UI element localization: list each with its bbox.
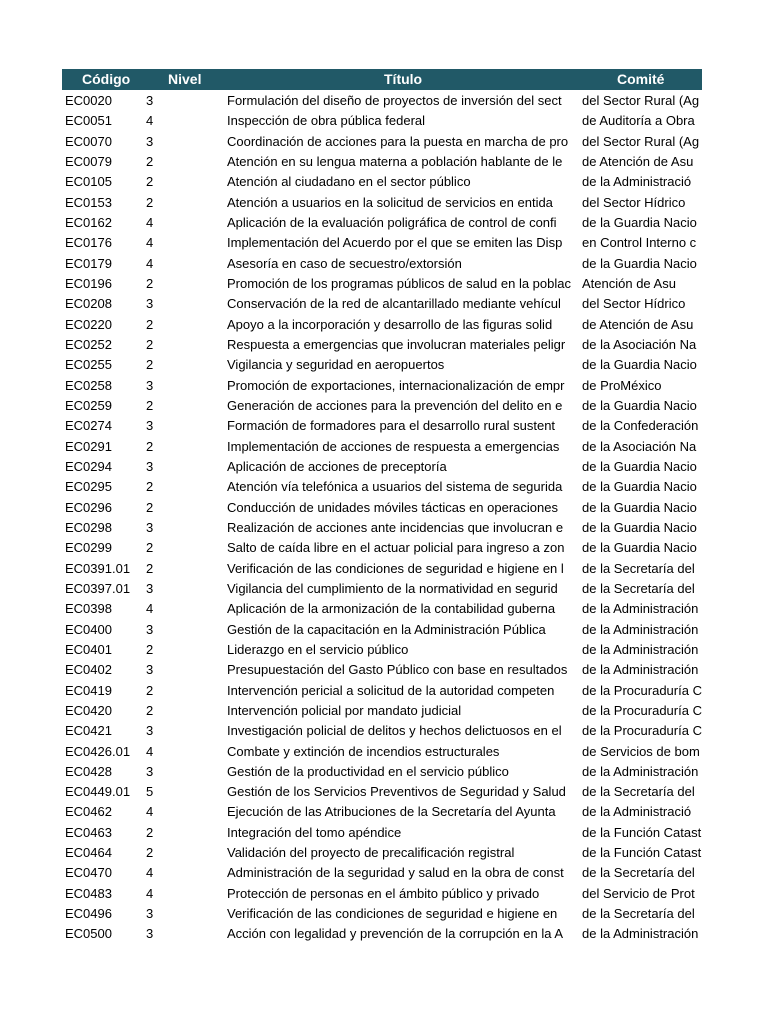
cell-level[interactable]: 2 xyxy=(146,153,154,169)
cell-title[interactable]: Promoción de exportaciones, internacionalización de empr xyxy=(227,377,565,393)
cell-committee[interactable]: de ProMéxico xyxy=(582,377,662,393)
cell-title[interactable]: Apoyo a la incorporación y desarrollo de las figuras solid xyxy=(227,316,553,332)
cell-committee[interactable]: de la Administració xyxy=(582,174,692,190)
cell-title[interactable]: Asesoría en caso de secuestro/extorsión xyxy=(227,255,462,271)
cell-level[interactable]: 2 xyxy=(146,275,154,291)
cell-code[interactable]: EC0402 xyxy=(65,662,112,678)
cell-code[interactable]: EC0483 xyxy=(65,885,112,901)
cell-title[interactable]: Realización de acciones ante incidencias que involucran e xyxy=(227,519,564,535)
cell-code[interactable]: EC0255 xyxy=(65,357,112,373)
cell-code[interactable]: EC0294 xyxy=(65,458,112,474)
cell-level[interactable]: 2 xyxy=(146,438,154,454)
cell-committee[interactable]: de la Guardia Nacio xyxy=(582,458,697,474)
cell-level[interactable]: 2 xyxy=(146,357,154,373)
cell-code[interactable]: EC0208 xyxy=(65,296,112,312)
cell-title[interactable]: Generación de acciones para la prevención del delito en e xyxy=(227,397,563,413)
table-row[interactable] xyxy=(62,741,702,761)
cell-title[interactable]: Aplicación de la armonización de la contabilidad guberna xyxy=(227,601,556,617)
table-row[interactable] xyxy=(62,334,702,354)
cell-level[interactable]: 4 xyxy=(146,601,154,617)
cell-committee[interactable]: Atención de Asu xyxy=(582,275,676,291)
cell-committee[interactable]: de Servicios de bom xyxy=(582,743,700,759)
cell-code[interactable]: EC0162 xyxy=(65,214,112,230)
cell-code[interactable]: EC0426.01 xyxy=(65,743,131,759)
cell-title[interactable]: Combate y extinción de incendios estructurales xyxy=(227,743,500,759)
cell-committee[interactable]: del Sector Hídrico xyxy=(582,296,686,312)
table-row[interactable] xyxy=(62,923,702,943)
table-row[interactable] xyxy=(62,558,702,578)
cell-title[interactable]: Vigilancia del cumplimiento de la normatividad en segurid xyxy=(227,580,558,596)
cell-title[interactable]: Presupuestación del Gasto Público con base en resultados xyxy=(227,662,568,678)
cell-level[interactable]: 4 xyxy=(146,255,154,271)
cell-committee[interactable]: de la Guardia Nacio xyxy=(582,519,697,535)
cell-committee[interactable]: del Servicio de Prot xyxy=(582,885,695,901)
cell-code[interactable]: EC0400 xyxy=(65,621,112,637)
cell-code[interactable]: EC0070 xyxy=(65,133,112,149)
cell-title[interactable]: Administración de la seguridad y salud en la obra de const xyxy=(227,865,564,881)
table-row[interactable] xyxy=(62,801,702,821)
cell-code[interactable]: EC0196 xyxy=(65,275,112,291)
cell-code[interactable]: EC0428 xyxy=(65,763,112,779)
table-row[interactable] xyxy=(62,293,702,313)
cell-committee[interactable]: de la Guardia Nacio xyxy=(582,499,697,515)
table-row[interactable] xyxy=(62,110,702,130)
cell-code[interactable]: EC0079 xyxy=(65,153,112,169)
cell-level[interactable]: 2 xyxy=(146,479,154,495)
cell-level[interactable]: 2 xyxy=(146,540,154,556)
cell-level[interactable]: 2 xyxy=(146,316,154,332)
table-body xyxy=(62,90,702,944)
cell-title[interactable]: Respuesta a emergencias que involucran materiales peligr xyxy=(227,336,566,352)
cell-committee[interactable]: en Control Interno c xyxy=(582,235,697,251)
table-row[interactable] xyxy=(62,842,702,862)
header-title[interactable]: Título xyxy=(384,71,423,87)
cell-committee[interactable]: de la Administración xyxy=(582,926,699,942)
cell-committee[interactable]: de la Guardia Nacio xyxy=(582,397,697,413)
table-row[interactable] xyxy=(62,456,702,476)
table-row[interactable] xyxy=(62,781,702,801)
cell-committee[interactable]: de la Guardia Nacio xyxy=(582,540,697,556)
cell-committee[interactable]: de la Administración xyxy=(582,662,699,678)
cell-committee[interactable]: de la Procuraduría C xyxy=(582,723,702,739)
cell-title[interactable]: Liderazgo en el servicio público xyxy=(227,641,409,657)
cell-title[interactable]: Atención al ciudadano en el sector público xyxy=(227,174,471,190)
cell-code[interactable]: EC0296 xyxy=(65,499,112,515)
table-row[interactable] xyxy=(62,537,702,557)
cell-committee[interactable]: del Sector Rural (Ag xyxy=(582,93,700,108)
table-row[interactable] xyxy=(62,375,702,395)
cell-level[interactable]: 2 xyxy=(146,194,154,210)
table-row[interactable] xyxy=(62,354,702,374)
cell-committee[interactable]: de la Guardia Nacio xyxy=(582,479,697,495)
cell-level[interactable]: 3 xyxy=(146,580,154,596)
cell-title[interactable]: Verificación de las condiciones de seguridad e higiene en l xyxy=(227,560,564,576)
cell-code[interactable]: EC0419 xyxy=(65,682,112,698)
cell-level[interactable]: 2 xyxy=(146,641,154,657)
cell-title[interactable]: Validación del proyecto de precalificación registral xyxy=(227,845,515,861)
cell-code[interactable]: EC0420 xyxy=(65,702,112,718)
cell-committee[interactable]: de la Secretaría del xyxy=(582,865,695,881)
cell-committee[interactable]: del Sector Rural (Ag xyxy=(582,133,700,149)
cell-title[interactable]: Formulación del diseño de proyectos de inversión del sect xyxy=(227,93,562,108)
cell-code[interactable]: EC0391.01 xyxy=(65,560,131,576)
table-row[interactable] xyxy=(62,761,702,781)
cell-level[interactable]: 3 xyxy=(146,296,154,312)
header-code[interactable]: Código xyxy=(82,71,131,87)
cell-title[interactable]: Protección de personas en el ámbito público y privado xyxy=(227,885,540,901)
cell-level[interactable]: 4 xyxy=(146,743,154,759)
cell-committee[interactable]: de la Guardia Nacio xyxy=(582,255,697,271)
cell-title[interactable]: Intervención policial por mandato judicial xyxy=(227,702,462,718)
table-row[interactable] xyxy=(62,90,702,110)
cell-level[interactable]: 3 xyxy=(146,906,154,922)
table-row[interactable] xyxy=(62,151,702,171)
cell-code[interactable]: EC0500 xyxy=(65,926,112,942)
cell-title[interactable]: Formación de formadores para el desarrollo rural sustent xyxy=(227,418,556,434)
cell-title[interactable]: Vigilancia y seguridad en aeropuertos xyxy=(227,357,445,373)
cell-code[interactable]: EC0258 xyxy=(65,377,112,393)
table-row[interactable] xyxy=(62,903,702,923)
cell-code[interactable]: EC0401 xyxy=(65,641,112,657)
cell-level[interactable]: 3 xyxy=(146,377,154,393)
cell-title[interactable]: Ejecución de las Atribuciones de la Secretaría del Ayunta xyxy=(227,804,556,820)
cell-committee[interactable]: de Atención de Asu xyxy=(582,153,694,169)
table-row[interactable] xyxy=(62,131,702,151)
table-row[interactable] xyxy=(62,395,702,415)
cell-code[interactable]: EC0496 xyxy=(65,906,112,922)
cell-title[interactable]: Investigación policial de delitos y hechos delictuosos en el xyxy=(227,723,562,739)
cell-title[interactable]: Acción con legalidad y prevención de la corrupción en la A xyxy=(227,926,564,942)
table-row[interactable] xyxy=(62,415,702,435)
cell-code[interactable]: EC0464 xyxy=(65,845,112,861)
cell-committee[interactable]: de la Secretaría del xyxy=(582,560,695,576)
header-level[interactable]: Nivel xyxy=(168,71,202,87)
cell-committee[interactable]: de la Procuraduría C xyxy=(582,702,702,718)
cell-title[interactable]: Atención a usuarios en la solicitud de servicios en entida xyxy=(227,194,553,210)
cell-committee[interactable]: de Auditoría a Obra xyxy=(582,113,695,129)
cell-level[interactable]: 4 xyxy=(146,235,154,251)
header-committee[interactable]: Comité xyxy=(617,71,665,87)
cell-level[interactable]: 3 xyxy=(146,133,154,149)
table-header xyxy=(62,69,702,90)
table-row[interactable] xyxy=(62,192,702,212)
table-row[interactable] xyxy=(62,171,702,191)
cell-code[interactable]: EC0259 xyxy=(65,397,112,413)
cell-title[interactable]: Conducción de unidades móviles tácticas en operaciones xyxy=(227,499,558,515)
cell-code[interactable]: EC0398 xyxy=(65,601,112,617)
cell-level[interactable]: 3 xyxy=(146,519,154,535)
table-row[interactable] xyxy=(62,314,702,334)
cell-code[interactable]: EC0397.01 xyxy=(65,580,131,596)
table-row[interactable] xyxy=(62,517,702,537)
table-row[interactable] xyxy=(62,700,702,720)
cell-code[interactable]: EC0299 xyxy=(65,540,112,556)
cell-code[interactable]: EC0463 xyxy=(65,824,112,840)
cell-level[interactable]: 4 xyxy=(146,865,154,881)
cell-code[interactable]: EC0449.01 xyxy=(65,784,131,800)
cell-level[interactable]: 3 xyxy=(146,621,154,637)
cell-title[interactable]: Gestión de la productividad en el servicio público xyxy=(227,763,509,779)
cell-title[interactable]: Implementación de acciones de respuesta a emergencias xyxy=(227,438,560,454)
cell-code[interactable]: EC0295 xyxy=(65,479,112,495)
cell-code[interactable]: EC0470 xyxy=(65,865,112,881)
cell-level[interactable]: 3 xyxy=(146,662,154,678)
table-row[interactable] xyxy=(62,862,702,882)
table-row[interactable] xyxy=(62,436,702,456)
cell-code[interactable]: EC0462 xyxy=(65,804,112,820)
cell-committee[interactable]: de la Función Catast xyxy=(582,845,702,861)
cell-level[interactable]: 4 xyxy=(146,804,154,820)
table-row[interactable] xyxy=(62,578,702,598)
cell-committee[interactable]: del Sector Hídrico xyxy=(582,194,686,210)
cell-title[interactable]: Intervención pericial a solicitud de la autoridad competen xyxy=(227,682,555,698)
cell-committee[interactable]: de la Secretaría del xyxy=(582,784,695,800)
table-row[interactable] xyxy=(62,659,702,679)
cell-code[interactable]: EC0274 xyxy=(65,418,112,434)
cell-level[interactable]: 2 xyxy=(146,397,154,413)
table-row[interactable] xyxy=(62,476,702,496)
spreadsheet-table xyxy=(62,69,702,944)
cell-code[interactable]: EC0179 xyxy=(65,255,112,271)
table-row[interactable] xyxy=(62,680,702,700)
cell-committee[interactable]: de la Asociación Na xyxy=(582,336,697,352)
cell-title[interactable]: Aplicación de acciones de preceptoría xyxy=(227,458,447,474)
cell-committee[interactable]: de Atención de Asu xyxy=(582,316,694,332)
cell-committee[interactable]: de la Asociación Na xyxy=(582,438,697,454)
cell-title[interactable]: Atención vía telefónica a usuarios del sistema de segurida xyxy=(227,479,563,495)
table-row[interactable] xyxy=(62,232,702,252)
cell-level[interactable]: 3 xyxy=(146,418,154,434)
cell-committee[interactable]: de la Secretaría del xyxy=(582,906,695,922)
cell-title[interactable]: Promoción de los programas públicos de salud en la poblac xyxy=(227,275,571,291)
table-row[interactable] xyxy=(62,822,702,842)
cell-title[interactable]: Conservación de la red de alcantarillado mediante vehícul xyxy=(227,296,561,312)
cell-committee[interactable]: de la Confederación xyxy=(582,418,699,434)
cell-code[interactable]: EC0176 xyxy=(65,235,112,251)
cell-level[interactable]: 5 xyxy=(146,784,154,800)
cell-committee[interactable]: de la Administración xyxy=(582,621,699,637)
cell-committee[interactable]: de la Procuraduría C xyxy=(582,682,702,698)
cell-committee[interactable]: de la Administración xyxy=(582,601,699,617)
cell-level[interactable]: 2 xyxy=(146,845,154,861)
cell-level[interactable]: 3 xyxy=(146,926,154,942)
cell-code[interactable]: EC0153 xyxy=(65,194,112,210)
cell-code[interactable]: EC0051 xyxy=(65,113,112,129)
table-row[interactable] xyxy=(62,598,702,618)
cell-committee[interactable]: de la Guardia Nacio xyxy=(582,214,697,230)
cell-code[interactable]: EC0105 xyxy=(65,174,112,190)
table-row[interactable] xyxy=(62,639,702,659)
cell-code[interactable]: EC0252 xyxy=(65,336,112,352)
cell-level[interactable]: 2 xyxy=(146,824,154,840)
cell-level[interactable]: 3 xyxy=(146,763,154,779)
cell-committee[interactable]: de la Administración xyxy=(582,763,699,779)
cell-level[interactable]: 2 xyxy=(146,682,154,698)
table-row[interactable] xyxy=(62,883,702,903)
cell-code[interactable]: EC0020 xyxy=(65,93,112,108)
cell-title[interactable]: Integración del tomo apéndice xyxy=(227,824,402,840)
cell-level[interactable]: 3 xyxy=(146,458,154,474)
cell-title[interactable]: Atención en su lengua materna a población hablante de le xyxy=(227,153,563,169)
cell-code[interactable]: EC0220 xyxy=(65,316,112,332)
cell-level[interactable]: 4 xyxy=(146,113,154,129)
cell-title[interactable]: Gestión de los Servicios Preventivos de Seguridad y Salud xyxy=(227,784,566,800)
cell-title[interactable]: Implementación del Acuerdo por el que se emiten las Disp xyxy=(227,235,563,251)
cell-code[interactable]: EC0421 xyxy=(65,723,112,739)
cell-committee[interactable]: de la Administració xyxy=(582,804,692,820)
table-row[interactable] xyxy=(62,253,702,273)
cell-level[interactable]: 4 xyxy=(146,885,154,901)
cell-level[interactable]: 2 xyxy=(146,560,154,576)
cell-title[interactable]: Verificación de las condiciones de seguridad e higiene en xyxy=(227,906,558,922)
cell-level[interactable]: 2 xyxy=(146,174,154,190)
cell-level[interactable]: 3 xyxy=(146,93,154,108)
table-row[interactable] xyxy=(62,212,702,232)
cell-committee[interactable]: de la Función Catast xyxy=(582,824,702,840)
cell-committee[interactable]: de la Secretaría del xyxy=(582,580,695,596)
cell-committee[interactable]: de la Guardia Nacio xyxy=(582,357,697,373)
table-row[interactable] xyxy=(62,619,702,639)
cell-code[interactable]: EC0298 xyxy=(65,519,112,535)
cell-title[interactable]: Salto de caída libre en el actuar policial para ingreso a zon xyxy=(227,540,565,556)
cell-title[interactable]: Aplicación de la evaluación poligráfica de control de confi xyxy=(227,214,557,230)
cell-level[interactable]: 2 xyxy=(146,336,154,352)
cell-title[interactable]: Coordinación de acciones para la puesta en marcha de pro xyxy=(227,133,569,149)
cell-committee[interactable]: de la Administración xyxy=(582,641,699,657)
cell-title[interactable]: Inspección de obra pública federal xyxy=(227,113,426,129)
cell-code[interactable]: EC0291 xyxy=(65,438,112,454)
table-row[interactable] xyxy=(62,497,702,517)
cell-title[interactable]: Gestión de la capacitación en la Administración Pública xyxy=(227,621,546,637)
cell-level[interactable]: 2 xyxy=(146,499,154,515)
table-row[interactable] xyxy=(62,720,702,740)
cell-level[interactable]: 4 xyxy=(146,214,154,230)
table-row[interactable] xyxy=(62,273,702,293)
cell-level[interactable]: 3 xyxy=(146,723,154,739)
cell-level[interactable]: 2 xyxy=(146,702,154,718)
